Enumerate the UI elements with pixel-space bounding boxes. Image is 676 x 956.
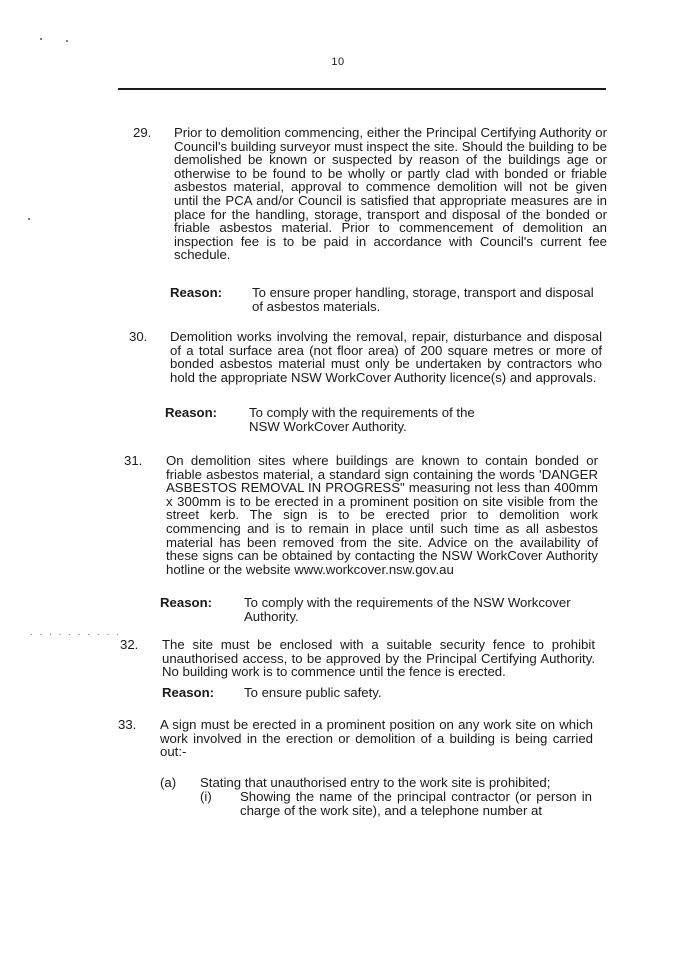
reason-text: To comply with the requirements of the NSW Workcover Authority. xyxy=(244,595,571,624)
condition-text: A sign must be erected in a prominent position on any work site on which work involved in the erection or demolition of a building is being carried out:- xyxy=(160,717,593,760)
scan-speck xyxy=(28,218,30,220)
condition-33 xyxy=(118,718,594,838)
condition-30 xyxy=(129,330,603,440)
condition-number: 31. xyxy=(124,453,143,468)
reason-label: Reason: xyxy=(165,405,218,420)
condition-29 xyxy=(133,126,607,326)
reason-label: Reason: xyxy=(162,685,215,700)
page-number: 10 xyxy=(331,56,345,68)
condition-number: 33. xyxy=(118,717,137,732)
condition-number: 29. xyxy=(133,125,152,140)
reason-text: To ensure proper handling, storage, transport and disposal of asbestos materials. xyxy=(252,285,594,314)
sub-item-text: Showing the name of the principal contractor (or person in charge of the work site), and a telephone number at xyxy=(240,789,592,818)
sub-item-text: Stating that unauthorised entry to the work site is prohibited; xyxy=(200,775,551,790)
condition-text: The site must be enclosed with a suitable security fence to prohibit unauthorised access, to be approved by the Principal Certifying Authority. No building work is to commence until the fence is erected. xyxy=(162,637,595,680)
condition-text: Prior to demolition commencing, either the Principal Certifying Authority or Council's building surveyor must inspect the site. Should the building to be demolished be known or suspected by reason of the buildings age or otherwise to be found to be wholly or partly clad with bonded or friable asbestos material, approval to commence demolition will not be given until the PCA and/or Council is satisfied that appropriate measures are in place for the handling, storage, transport and disposal of the bonded or friable asbestos material. Prior to commencement of demolition an inspection fee is to be paid in accordance with Council's current fee schedule. xyxy=(174,125,607,263)
reason-label: Reason: xyxy=(170,285,223,300)
sub-item-label: (i) xyxy=(200,789,212,804)
condition-number: 32. xyxy=(120,637,139,652)
scan-speck xyxy=(40,38,42,40)
condition-text: Demolition works involving the removal, repair, disturbance and disposal of a total surface area (not floor area) of 200 square metres or more of bonded asbestos material must only be undertaken by contractors who hold the appropriate NSW WorkCover Authority licence(s) and approvals. xyxy=(170,329,602,385)
condition-number: 30. xyxy=(129,329,148,344)
reason-label: Reason: xyxy=(160,595,213,610)
header-rule xyxy=(118,88,606,90)
reason-text: To ensure public safety. xyxy=(244,685,382,700)
condition-32 xyxy=(120,638,596,702)
condition-text: On demolition sites where buildings are known to contain bonded or friable asbestos material, a standard sign containing the words 'DANGER ASBESTOS REMOVAL IN PROGRESS" measuring not less than 400mm x 300mm is to be erected in a prominent position on site visible from the street kerb. The sign is to be erected prior to demolition work commencing and is to remain in place until such time as all asbestos material has been removed from the site. Advice on the availability of these signs can be obtained by contacting the NSW WorkCover Authority hotline or the website www.workcover.nsw.gov.au xyxy=(166,453,598,577)
condition-31 xyxy=(124,454,600,628)
margin-dots: . . . . . . . . . . xyxy=(30,627,121,638)
reason-text: To comply with the requirements of the NSW WorkCover Authority. xyxy=(249,405,475,434)
scan-speck xyxy=(66,40,68,42)
sub-item-label: (a) xyxy=(160,775,177,790)
